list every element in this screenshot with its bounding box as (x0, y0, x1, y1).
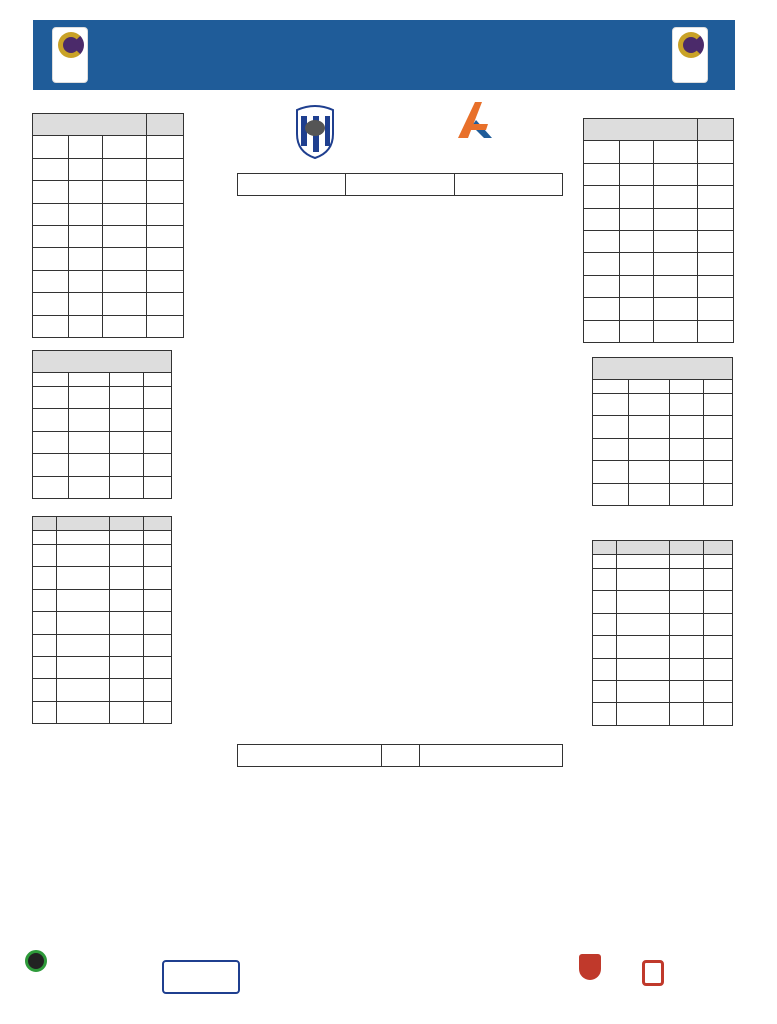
roster-table (237, 173, 563, 196)
table-row (33, 270, 184, 292)
lecco-crest (293, 100, 337, 160)
table-row (33, 454, 172, 476)
table-row (593, 416, 733, 438)
battazza-logo (642, 960, 674, 986)
table-row (593, 394, 733, 416)
table-row (593, 483, 733, 505)
table-row (584, 320, 734, 342)
table-row (33, 315, 184, 337)
table-row (593, 591, 733, 613)
roster-header (238, 174, 563, 196)
table-row (593, 569, 733, 591)
table-row (33, 181, 184, 203)
cards-table-left (32, 516, 172, 724)
table-row (593, 680, 733, 702)
sostituzioni-table-right (592, 357, 733, 506)
table-row (33, 387, 172, 409)
table-row (33, 431, 172, 453)
header-banner (33, 20, 735, 90)
table-row (593, 703, 733, 725)
home-team-name (238, 174, 346, 196)
table-row (584, 186, 734, 208)
table-row (584, 230, 734, 252)
table-row (593, 613, 733, 635)
table-row (584, 208, 734, 230)
sponsor-strip (20, 940, 770, 1010)
table-row (593, 658, 733, 680)
table-row (33, 203, 184, 225)
table-row (584, 163, 734, 185)
away-team-name (454, 174, 562, 196)
table-row (33, 225, 184, 247)
table-row (33, 656, 172, 678)
table-row (33, 545, 172, 567)
img-logo (162, 960, 240, 994)
table-row (593, 461, 733, 483)
table-row (33, 701, 172, 723)
table-row (33, 679, 172, 701)
cards-table-right (592, 540, 733, 726)
coaches-table (237, 744, 563, 767)
alcione-crest (450, 100, 500, 162)
table-row (584, 298, 734, 320)
marcature-table-right (583, 118, 734, 343)
table-row (584, 275, 734, 297)
table-row (584, 253, 734, 275)
table-row (593, 438, 733, 460)
serie-c-logo-right (672, 27, 708, 83)
fiocchi-logo (565, 954, 615, 983)
table-row (33, 612, 172, 634)
marcature-table-left (32, 113, 184, 338)
table-row (33, 158, 184, 180)
table-row (33, 567, 172, 589)
table-row (33, 293, 184, 315)
sostituzioni-table-left (32, 350, 172, 499)
table-row (33, 476, 172, 498)
table-row (33, 409, 172, 431)
galperti-logo (25, 950, 135, 972)
serie-c-logo-left (52, 27, 88, 83)
table-row (33, 589, 172, 611)
table-row (33, 248, 184, 270)
table-row (33, 634, 172, 656)
table-row (593, 636, 733, 658)
